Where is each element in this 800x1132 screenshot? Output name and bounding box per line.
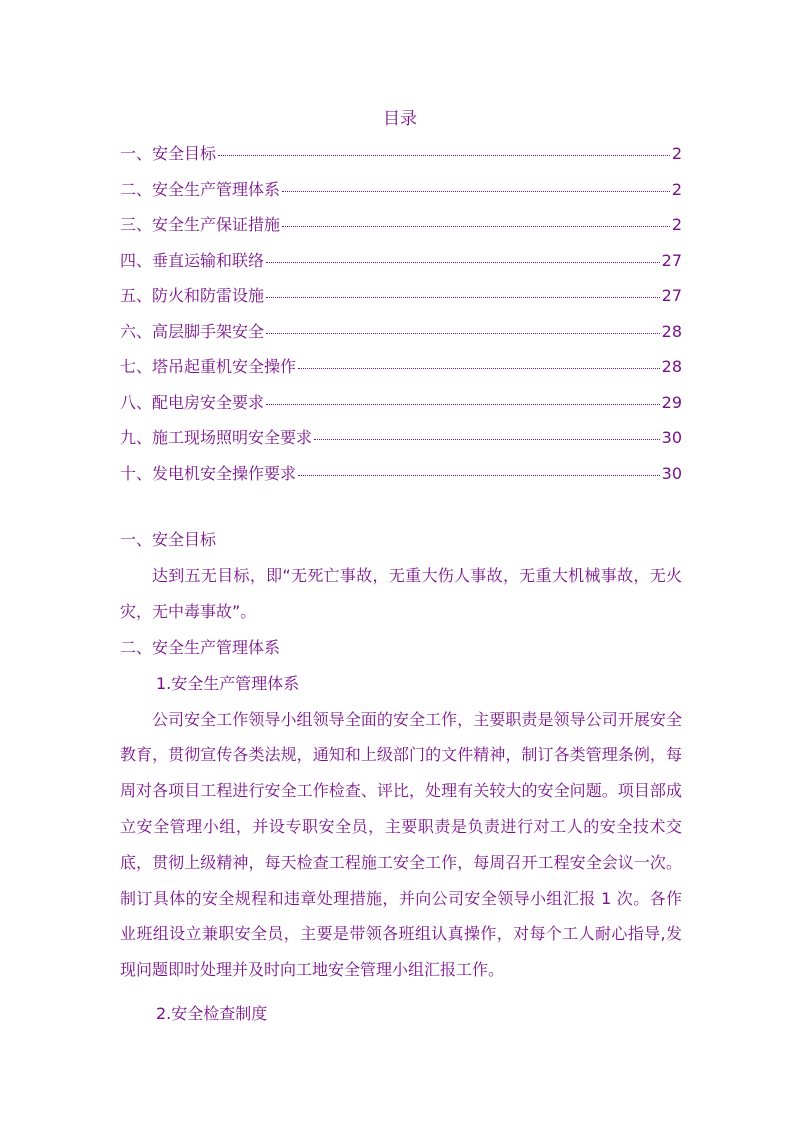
toc-entry-page: 2: [671, 179, 682, 199]
toc-entry-label: 四、垂直运输和联络: [120, 250, 265, 270]
toc-entry-page: 2: [671, 144, 682, 163]
section-heading: 一、安全目标: [120, 530, 217, 549]
toc-entry[interactable]: [120, 247, 682, 283]
subsection-heading: 1.安全生产管理体系: [156, 673, 300, 693]
toc-entry[interactable]: [120, 282, 682, 318]
section-heading: 二、安全生产管理体系: [120, 637, 281, 657]
toc-leader-dots: [298, 461, 660, 476]
toc-entry[interactable]: [120, 424, 682, 460]
toc-entry[interactable]: [120, 211, 682, 247]
toc-entry-page: 28: [661, 321, 682, 341]
paragraph: 公司安全工作领导小组领导全面的安全工作，主要职责是领导公司开展安全教育，贯彻宣传各类法规，通知和上级部门的文件精神，制订各类管理条例，每周对各项目工程进行安全工作检查、评比，处理有关较大的安全问题。项目部成立安全管理小组，并设专职安全员，主要职责是负责进行对工人的安全技术交底，贯彻上级精神，每天检查工程施工安全工作，每周召开工程安全会议一次。制订具体的安全规程和违章处理措施，并向公司安全领导小组汇报 1 次。各作业班组设立兼职安全员，主要是带领各班组认真操作，对每个工人耐心指导,发现问题即时处理并及时向工地安全管理小组汇报工作。: [120, 709, 682, 980]
toc-entry-page: 29: [661, 392, 682, 412]
toc-entry-label: 九、施工现场照明安全要求: [120, 428, 313, 447]
toc-entry-label: 一、安全目标: [120, 144, 217, 163]
toc-title: 目录: [383, 109, 417, 129]
toc-entry-label: 十、发电机安全操作要求: [120, 463, 297, 483]
toc-entry-page: 30: [661, 463, 682, 483]
subsection-heading: 2.安全检查制度: [156, 1003, 268, 1023]
paragraph: 达到五无目标，即“无死亡事故，无重大伤人事故，无重大机械事故，无火灾，无中毒事故”。: [120, 566, 682, 621]
toc-entry[interactable]: [120, 140, 682, 176]
toc-entry-label: 六、高层脚手架安全: [120, 321, 265, 341]
toc-entry-label: 八、配电房安全要求: [120, 392, 265, 412]
toc-leader-dots: [266, 248, 660, 263]
toc-leader-dots: [314, 425, 660, 440]
toc-entry[interactable]: [120, 389, 682, 425]
toc-leader-dots: [298, 354, 660, 369]
toc-entry[interactable]: [120, 318, 682, 354]
toc-leader-dots: [282, 212, 670, 227]
spacer: [120, 988, 682, 996]
toc-entry-page: 28: [661, 357, 682, 376]
toc-entry-page: 2: [671, 215, 682, 234]
toc-leader-dots: [282, 177, 670, 192]
toc-leader-dots: [266, 319, 660, 334]
toc-entry-label: 三、安全生产保证措施: [120, 215, 281, 234]
toc-entry-page: 27: [661, 286, 682, 305]
toc-entry-page: 30: [661, 428, 682, 447]
toc-leader-dots: [218, 141, 670, 156]
toc-entry[interactable]: [120, 353, 682, 389]
toc-entry-label: 七、塔吊起重机安全操作: [120, 357, 297, 376]
toc-leader-dots: [266, 283, 660, 298]
toc-entry[interactable]: [120, 460, 682, 496]
toc-leader-dots: [266, 390, 660, 405]
document-body: [120, 522, 682, 1032]
toc-entry-page: 27: [661, 250, 682, 270]
toc-entry-label: 五、防火和防雷设施: [120, 286, 265, 305]
toc-entry-label: 二、安全生产管理体系: [120, 179, 281, 199]
table-of-contents: [120, 140, 682, 495]
toc-entry[interactable]: [120, 176, 682, 212]
